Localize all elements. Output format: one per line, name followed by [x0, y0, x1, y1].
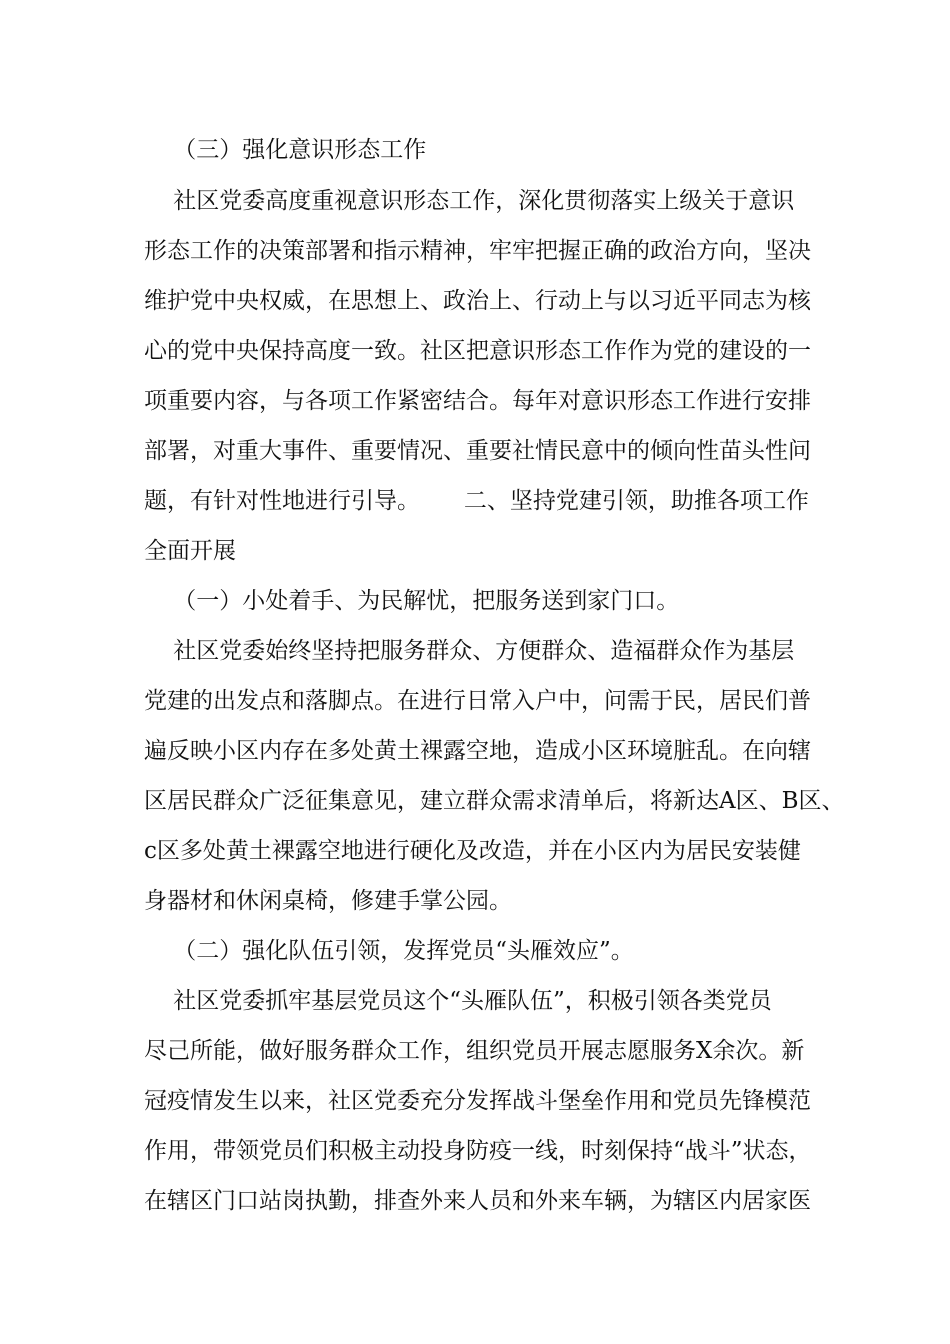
paragraph-line: 冠疫情发生以来，社区党委充分发挥战斗堡垒作用和党员先锋模范: [144, 1088, 811, 1114]
section-heading-3: （三）强化意识形态工作: [144, 137, 427, 163]
paragraph-line: 社区党委高度重视意识形态工作，深化贯彻落实上级关于意识: [144, 188, 795, 214]
paragraph-line: 尽己所能，做好服务群众工作，组织党员开展志愿服务X余次。新: [144, 1038, 805, 1064]
paragraph-line: 在辖区门口站岗执勤，排查外来人员和外来车辆，为辖区内居家医: [144, 1188, 811, 1214]
paragraph-line: 全面开展: [144, 538, 236, 564]
paragraph-line: 社区党委抓牢基层党员这个“头雁队伍”，积极引领各类党员: [144, 988, 772, 1014]
paragraph-line: 遍反映小区内存在多处黄土裸露空地，造成小区环境脏乱。在向辖: [144, 738, 811, 764]
paragraph-line: 项重要内容，与各项工作紧密结合。每年对意识形态工作进行安排: [144, 388, 811, 414]
paragraph-line: 心的党中央保持高度一致。社区把意识形态工作作为党的建设的一: [144, 338, 811, 364]
paragraph-line: 题，有针对性地进行引导。 二、坚持党建引领，助推各项工作: [144, 488, 809, 514]
paragraph-line: 区居民群众广泛征集意见，建立群众需求清单后，将新达A区、B区、: [144, 788, 845, 814]
paragraph-line: 党建的出发点和落脚点。在进行日常入户中，问需于民，居民们普: [144, 688, 811, 714]
section-heading-2: （二）强化队伍引领，发挥党员“头雁效应”。: [144, 938, 634, 964]
section-heading-1: （一）小处着手、为民解忧，把服务送到家门口。: [144, 588, 680, 614]
paragraph-line: 形态工作的决策部署和指示精神，牢牢把握正确的政治方向，坚决: [144, 238, 811, 264]
paragraph-line: 部署，对重大事件、重要情况、重要社情民意中的倾向性苗头性问: [144, 438, 811, 464]
paragraph-line: 维护党中央权威，在思想上、政治上、行动上与以习近平同志为核: [144, 288, 811, 314]
paragraph-line: c区多处黄土裸露空地进行硬化及改造，并在小区内为居民安装健: [144, 838, 801, 864]
paragraph-line: 作用，带领党员们积极主动投身防疫一线，时刻保持“战斗”状态，: [144, 1138, 812, 1164]
paragraph-line: 社区党委始终坚持把服务群众、方便群众、造福群众作为基层: [144, 638, 795, 664]
paragraph-line: 身器材和休闲桌椅，修建手掌公园。: [144, 888, 512, 914]
